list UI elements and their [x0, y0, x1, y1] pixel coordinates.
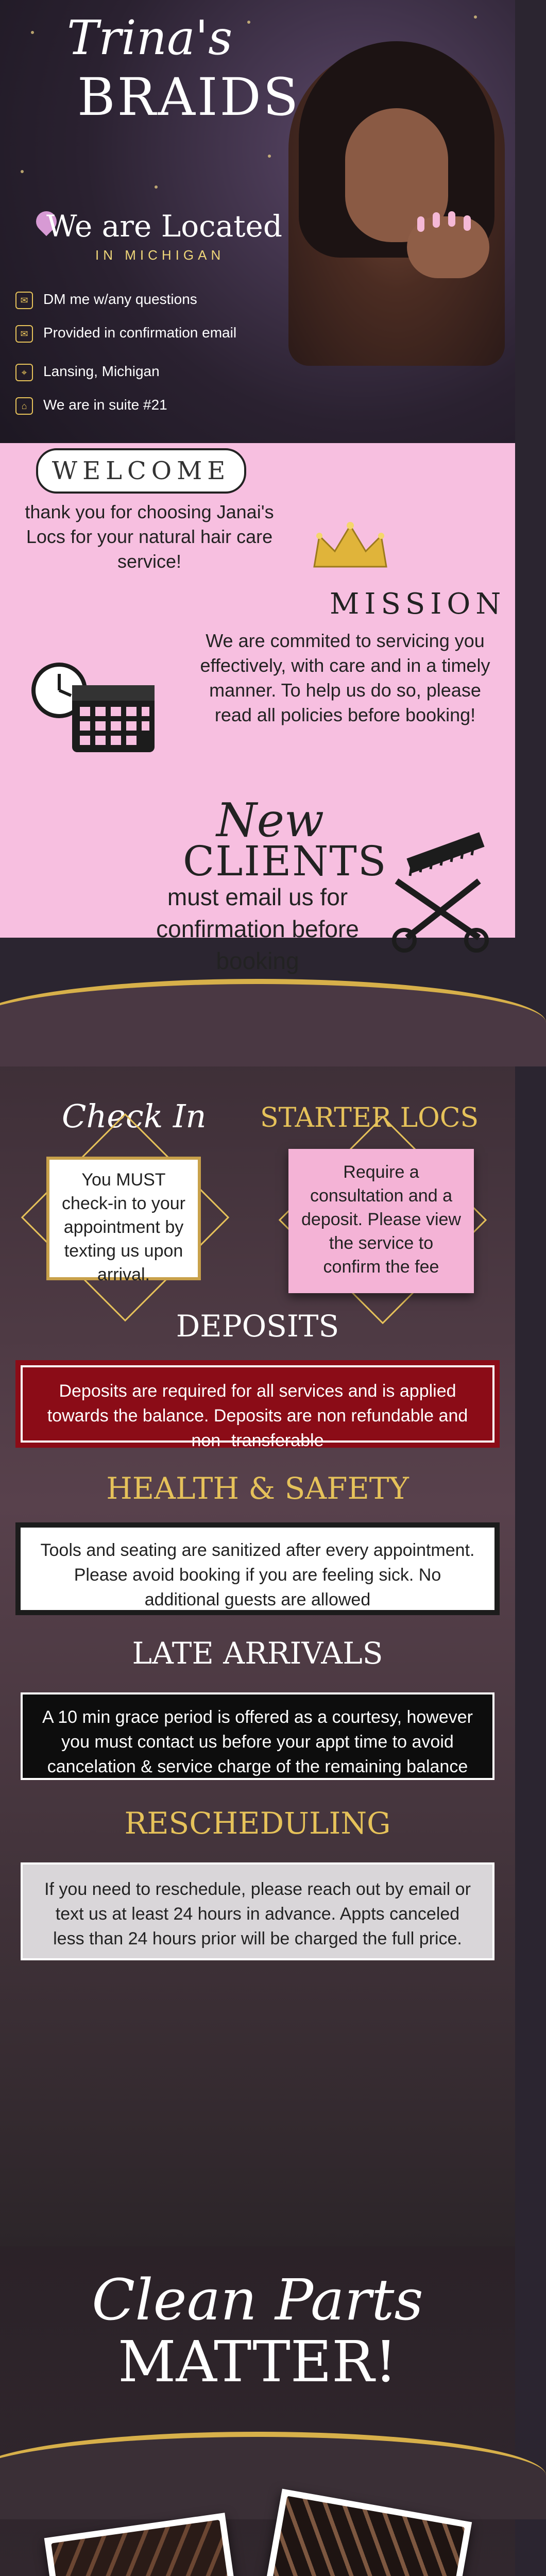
- portrait-nail: [417, 216, 424, 232]
- clean-parts-main: MATTER!: [117, 2329, 398, 2395]
- info-text: DM me w/any questions: [43, 291, 197, 307]
- chat-icon: ✉: [15, 292, 33, 309]
- late-arrivals-card: A 10 min grace period is offered as a courtesy, however you must contact us before your appt time to avoid cancelation & service charge of the remaining balance: [21, 1692, 494, 1780]
- crown-icon: [309, 520, 391, 572]
- mission-title: MISSION: [330, 587, 506, 621]
- welcome-section: [0, 443, 515, 974]
- sparkle: [31, 31, 34, 34]
- sparkle: [474, 15, 477, 19]
- sparkle: [155, 185, 158, 189]
- info-text: We are in suite #21: [43, 397, 167, 413]
- calendar-clock-icon: [31, 659, 160, 757]
- clean-parts-script: Clean Parts: [92, 2267, 423, 2333]
- info-item-email: [15, 325, 236, 343]
- checkin-title: Check In: [62, 1097, 207, 1135]
- late-arrivals-title: LATE ARRIVALS: [132, 1636, 383, 1671]
- deposits-card: Deposits are required for all services and is applied towards the balance. Deposits are non refundable and non- transferable: [21, 1365, 494, 1443]
- sparkle: [21, 170, 24, 173]
- sparkle: [247, 21, 250, 24]
- map-pin-icon: ⌖: [15, 364, 33, 381]
- portrait-nail: [433, 212, 440, 228]
- checkin-card: You MUST check-in to your appointment by texting us upon arrival.: [46, 1157, 201, 1280]
- home-icon: ⌂: [15, 397, 33, 415]
- starter-locs-card: Require a consultation and a deposit. Please view the service to confirm the fee: [288, 1149, 474, 1293]
- mission-text: We are commited to servicing you effectively, with care and in a timely manner. To help us do so, please read all policies before booking!: [200, 630, 490, 725]
- clients-title: CLIENTS: [183, 837, 387, 885]
- portrait-nail: [448, 211, 455, 227]
- health-safety-card: Tools and seating are sanitized after every appointment. Please avoid booking if you are feeling sick. No additional guests are allowed: [21, 1528, 494, 1610]
- welcome-thanks-text: thank you for choosing Janai's Locs for your natural hair care service!: [25, 501, 274, 572]
- rescheduling-title: RESCHEDULING: [124, 1806, 391, 1841]
- rescheduling-card: If you need to reschedule, please reach out by email or text us at least 24 hours in advance. Appts canceled less than 24 hours prior will be charged the full price.: [21, 1862, 494, 1960]
- clients-text: must email us for confirmation before booking: [156, 884, 359, 974]
- model-portrait: [288, 46, 505, 366]
- sparkle: [268, 155, 271, 158]
- gold-curve-divider: [0, 2432, 546, 2519]
- info-text: Lansing, Michigan: [43, 363, 160, 379]
- scissors-comb-icon: [376, 835, 505, 953]
- gold-curve-divider: [0, 979, 546, 1066]
- portrait-nail: [464, 215, 471, 231]
- policies-section: [0, 1010, 515, 2246]
- welcome-badge: WELCOME: [36, 448, 246, 494]
- info-item-city: [15, 363, 160, 381]
- info-text: Provided in confirmation email: [43, 325, 237, 341]
- clean-parts-section: [0, 2246, 515, 2576]
- deposits-title: DEPOSITS: [176, 1309, 339, 1344]
- envelope-icon: ✉: [15, 325, 33, 343]
- info-item-suite: [15, 397, 167, 415]
- hero-section: [0, 0, 515, 495]
- new-script-title: New: [216, 793, 325, 848]
- brand-script-title: Trina's: [67, 10, 233, 65]
- health-safety-title: HEALTH & SAFETY: [106, 1471, 409, 1506]
- brand-main-title: BRAIDS: [77, 67, 301, 127]
- starter-locs-title: STARTER LOCS: [260, 1103, 479, 1133]
- braids-photo-image: [51, 2520, 244, 2576]
- braids-photo: [44, 2513, 252, 2576]
- info-item-dm: [15, 291, 197, 309]
- located-subtitle: IN MICHIGAN: [95, 247, 225, 263]
- located-title: We are Located: [46, 209, 282, 244]
